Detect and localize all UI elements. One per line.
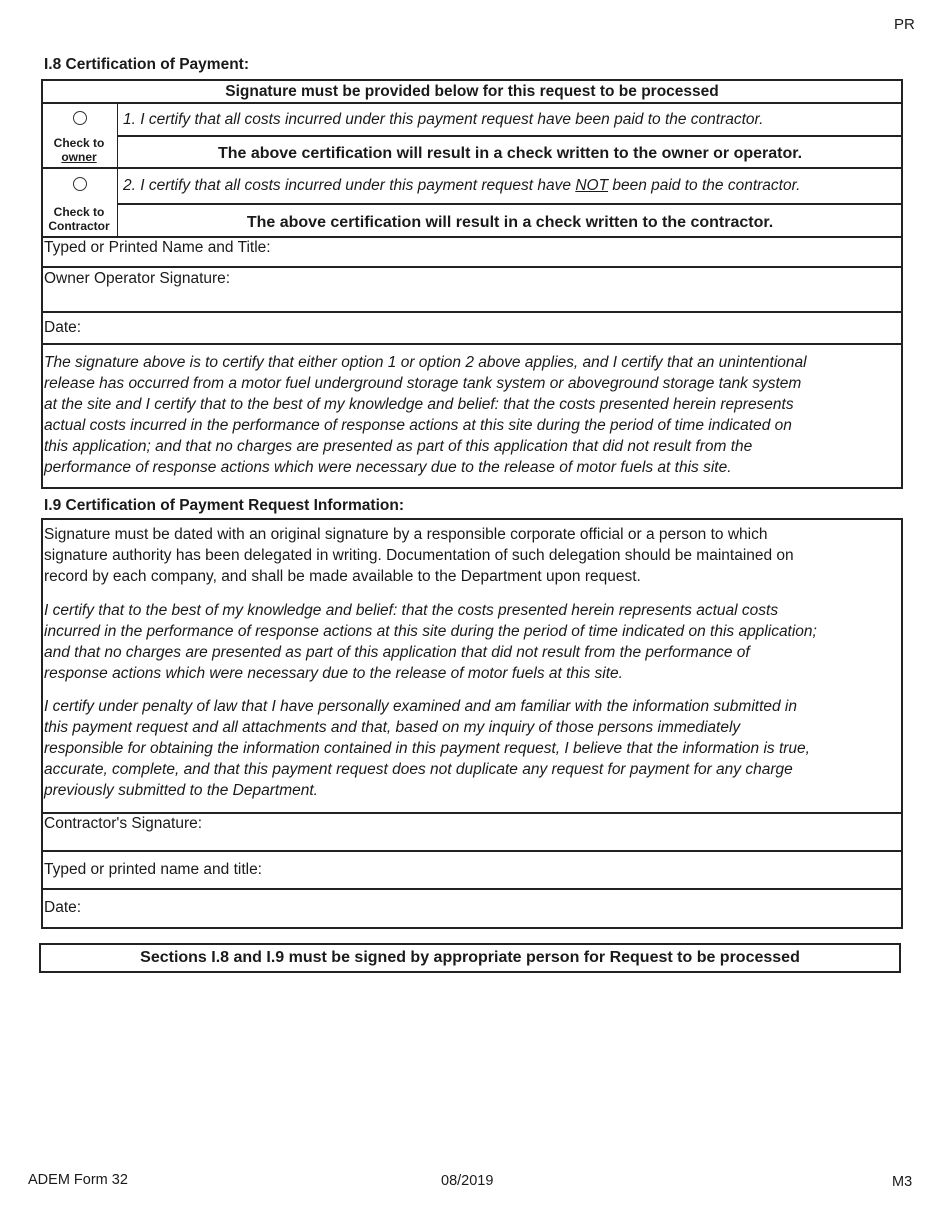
delegation-paragraph: Signature must be dated with an original signature by a responsible corporate official or a person to which signature authority has been delegated in writing. Documentation of such delegation should be maintained on record by each company, and shall be made available to the Department upon request.: [44, 526, 794, 585]
form-name: ADEM Form 32: [28, 1172, 128, 1188]
contractor-date-field[interactable]: [90, 894, 900, 924]
signature-banner: Signature must be provided below for this request to be processed: [225, 83, 719, 100]
owner-signature-field[interactable]: [260, 269, 900, 309]
owner-signature-label: Owner Operator Signature:: [44, 270, 231, 287]
owner-radio[interactable]: [73, 111, 87, 125]
footer-notice: Sections I.8 and I.9 must be signed by appropriate person for Request to be processed: [140, 949, 800, 966]
penalty-certification-paragraph: I certify under penalty of law that I have personally examined and am familiar with the information submitted in this payment request and all attachments and that, based on my inquiry of those persons immediately responsible for obtaining the information contained in this payment request, I believe that the information is true, accurate, complete, and that this payment request does not duplicate any request for payment for any charge previously submitted to the Department.: [44, 698, 810, 799]
owner-date-label: Date:: [44, 319, 82, 336]
contractor-typed-name-field[interactable]: [300, 858, 900, 884]
divider: [41, 167, 903, 169]
option2-result: The above certification will result in a check written to the contractor.: [246, 214, 774, 231]
option1-text: 1. I certify that all costs incurred under this payment request have been paid to the contractor.: [123, 111, 764, 128]
divider: [41, 311, 903, 313]
divider: [41, 266, 903, 268]
not-emphasis: NOT: [575, 177, 609, 194]
divider: [41, 888, 903, 890]
owner-date-field[interactable]: [90, 316, 900, 340]
check-to-contractor-label: Check to Contractor: [48, 205, 110, 233]
divider: [41, 343, 903, 345]
divider: [41, 102, 903, 104]
check-to-owner-label: Check to owner: [53, 136, 105, 164]
divider: [117, 203, 903, 205]
divider: [117, 135, 903, 137]
contractor-typed-name-label: Typed or printed name and title:: [44, 861, 262, 878]
certification-statement: The signature above is to certify that either option 1 or option 2 above applies, and I certify that an unintentional release has occurred from a motor fuel underground storage tank system or aboveground storage tank system at the site and I certify that to the best of my knowledge and belief: that the costs presented herein represents actual costs incurred in the performance of response actions at this site during the period of time indicated on this application; and that no charges are presented as part of this application that did not result from the performance of response actions which were necessary due to the release of motor fuels at this site.: [44, 354, 807, 476]
typed-name-label: Typed or Printed Name and Title:: [44, 239, 271, 256]
contractor-signature-field[interactable]: [230, 814, 900, 848]
contractor-radio[interactable]: [73, 177, 87, 191]
revision-date: 08/2019: [441, 1173, 494, 1189]
section-i8-heading: I.8 Certification of Payment:: [44, 56, 249, 73]
page-code: M3: [892, 1174, 913, 1190]
option1-result: The above certification will result in a check written to the owner or operator.: [217, 145, 803, 162]
corner-label: PR: [894, 16, 915, 33]
option2-text: 2. I certify that all costs incurred under this payment request have NOT been paid to the contractor.: [123, 177, 801, 194]
divider: [41, 850, 903, 852]
typed-name-field[interactable]: [300, 238, 900, 264]
contractor-signature-label: Contractor's Signature:: [44, 815, 203, 832]
section-i9-heading: I.9 Certification of Payment Request Information:: [44, 497, 404, 514]
costs-certification-paragraph: I certify that to the best of my knowledge and belief: that the costs presented herein represents actual costs incurred in the performance of response actions at this site during the period of time indicated on this application; and that no charges are presented as part of this application that did not result from the performance of response actions which were necessary due to the release of motor fuels at this site.: [44, 602, 817, 682]
contractor-date-label: Date:: [44, 899, 82, 916]
